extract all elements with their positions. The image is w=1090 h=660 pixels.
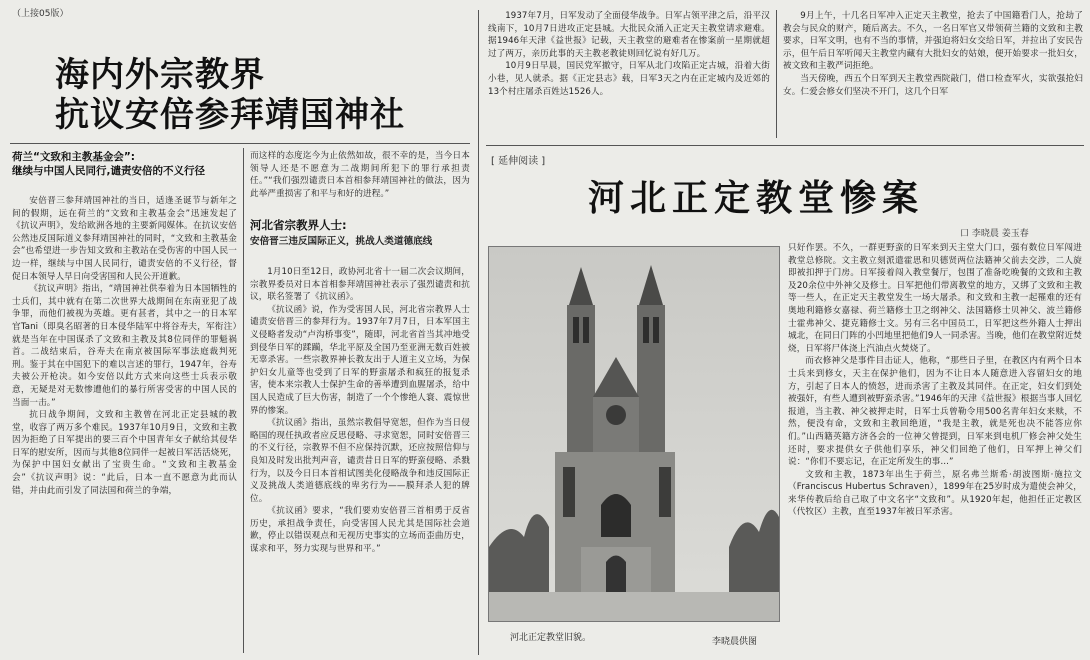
headline-line-2: 抗议安倍参拜靖国神社	[55, 95, 405, 135]
section1-subhead-2: 继续与中国人民同行,谴责安倍的不义行径	[12, 165, 205, 177]
church-photo-image	[489, 247, 779, 621]
feature-body	[788, 242, 1082, 654]
feature-paragraph: 只好作罢。不久，一群更野蛮的日军来到天主堂大门口，强有数位日军闯进教堂总修院。文主教立刻派遣霍思和贝德贤两位法籍神父前去交涉，二人旋即被扣押于门房。日军接着闯入教堂餐厅，包围了准备吃晚餐的文致和主教及20余位中外神父及修士。日军把他们带离教堂的地方，又绑了文致和主教等一些人，在正定天主教堂发生一场大屠杀。和文致和主教一起罹难的还有奥地利籍修女嘉禄、荷兰籍修士卫之纲神父、法国籍修士贝神父、波兰籍修士霍弗神父、捷克籍修士文。另有三名中国员工，日军把这些外籍人士押出城北，在同日门阵的小凹地里把他们9人一同杀害。当晚，他们在教堂附近焚烧，日军将尸体浇上汽油点火焚烧了。	[788, 243, 1082, 354]
section2-paragraph: 《抗议函》指出，虽然宗教倡导宽恕，但作为当日侵略国的现任执政者应反思侵略、寻求宽恕，同时安倍晋三的不义行径，宗教界不但不应保持沉默，还应按照信仰与良知及时发出批判声音，谴责昔日日军的野蛮侵略、杀戮行为，以及今日日本首相试图美化侵略战争和违反国际正义及挑战人类道德底线的卑劣行为——膜拜杀人犯的牌位。	[250, 418, 470, 504]
feature-paragraph: 而衣修神父是事件目击证人，他称，“那些日子里，在教区内有两个日本士兵来到修女，天主在保护他们，因为不让日本人随意进入容留妇女的地方，引起了日本人的愤怒，进而杀害了主教及其同伴。在正定，妇女们到处被强奸，有些人遭到被野蛮杀害。”1946年的天津《益世报》根据当事人回忆报道，当主教、神父被押走时，日军士兵曾勒令用500名青年妇女来赎，不然，便没有命，文致和主教回绝道，“我是主教，就是死也决不能答应你们。”山西籍英籍方济各会的一位神父曾提到，日军来到电机厂修会神父处生还时，要求提供女子供他们享乐，神父们回绝了他们，日军押上神父们说：“你们不要忘记，在正定所发生的事…”	[788, 356, 1082, 468]
history-paragraph: 10月9日早晨，国民党军撤守，日军从北门攻陷正定古城，沿着大街小巷，见人就杀。据《正定县志》载，日军3天之内在正定城内及近郊的13个村庄屠杀百姓达1526人。	[488, 61, 770, 97]
section2-body	[250, 266, 470, 654]
feature-top-rule	[486, 145, 1084, 146]
section2-paragraph: 《抗议函》说，作为受害国人民，河北省宗教界人士谴责安倍晋三的参拜行为。1937年7月7日，日本军国主义侵略者发动“卢沟桥事变”，随即，河北省首当其冲地受到侵华日军的蹂躏，华北平原及全国乃至亚洲无数百姓被无辜杀害。一些宗教界神长教友出于人道主义立场，为保护妇女儿童等也受到了日军的野蛮屠杀和疯狂的报复杀害，使本来宗教人士保护生命的善举遭到血腥屠杀，给中国人民造成了巨大伤害，制造了一个个惨绝人寰、震惊世界的惨案。	[250, 304, 470, 416]
section1-paragraph: 《抗议声明》指出，“靖国神社供奉着为日本国牺牲的士兵们，其中就有在第二次世界大战期间在东南亚犯了战争罪，而他们被视为英雄。更有甚者，其中之一的日本军官Tani（即臭名昭著的日本侵华陆军中将谷寿夫，军衔注）就是当年在中国谋杀了文致和主教及其8位同伴的罪魁祸首。二战结束后，谷寿夫在南京被国际军事法庭裁判死刑。鉴于其在中国犯下的难以言述的罪行，1947年，谷寿夫被公开枪决。如今安倍以此方式来向这些士兵表示敬意，无疑是对无数惨遭他们的暴行所害受害的中国人民的当面一击。”	[12, 284, 237, 408]
headline-line-1: 海内外宗教界	[55, 55, 265, 95]
column-divider	[776, 10, 777, 138]
continued-label: （上接05版）	[12, 9, 69, 19]
section2-subhead-1: 河北省宗教界人士:	[250, 218, 347, 232]
reading-tag: [ 延伸阅读 ]	[491, 156, 546, 167]
history-right-paragraph: 9月上午，十几名日军冲入正定天主教堂，抢去了中国籍看门人，抢劫了教会与民众的财产，随后离去。不久，一名日军官又带领荷兰籍的文致和主教要求，日军文明，也有不当的事情，并强迫将妇女交给日军，并拉出了安民告示，但午后日军听闻天主教堂内藏有大批妇女的姑娘，便开始要求一批妇女，被文致和主教严词拒绝。	[783, 11, 1083, 72]
history-right-body	[783, 10, 1083, 138]
section1-continued	[250, 150, 470, 202]
church-photo	[488, 246, 780, 622]
feature-title: 河北正定教堂惨案	[588, 177, 925, 219]
feature-author: 口 李晓晨 姜玉春	[960, 229, 1029, 239]
headline-rule	[10, 143, 470, 144]
section1-subhead-1: 荷兰“文致和主教基金会”:	[12, 151, 136, 163]
history-right-paragraph: 当天傍晚，西五个日军到天主教堂西院敲门，借口检查军火，实欲强抢妇女。仁爱会修女们坚决不开门，这几个日军	[783, 73, 1083, 97]
section2-paragraph: 1月10日至12日，政协河北省十一届二次会议期间，宗教界委员对日本首相参拜靖国神社表示了强烈谴责和抗议，联名签署了《抗议函》。	[250, 267, 470, 303]
section2-subhead-2: 安倍晋三违反国际正义，挑战人类道德底线	[250, 236, 433, 247]
section2-paragraph: 《抗议函》要求，“我们要劝安倍晋三首相勇于反省历史，承担战争责任，向受害国人民尤其是国际社会道歉，停止以错误观点和无视历史事实的立场而歪曲历史，谋求和平，努力实现与世界和平。”	[250, 506, 470, 555]
column-divider	[243, 148, 244, 653]
photo-caption: 河北正定教堂旧貌。	[510, 633, 592, 643]
section1-paragraph: 抗日战争期间，文致和主教曾在河北正定县城的教堂，收容了两万多个难民。1937年10月9日，文致和主教因为拒绝了日军提出的要三百个中国青年女子献给其侵华日军的慰安所，因而与其他8位同伴一起被日军活活烧死，为保护中国妇女献出了宝贵生命。“文致和主教基金会”《抗议声明》说：“此后，日本一直不愿意为此而认错，并由此而引发了同法国和荷兰的争端，	[12, 410, 237, 496]
feature-paragraph: 文致和主教，1873年出生于荷兰，原名弗兰斯希·胡波图斯·施拉文（Franciscus Hubertus Schraven），1899年在25岁时成为遣使会神父，来华传教后给自己取了中文名字“文致和”。从1920年起，他担任正定教区（代牧区）主教，直至1937年被日军杀害。	[788, 469, 1082, 518]
section1-body	[12, 195, 237, 653]
section1-paragraph-continued: 而这样的态度迄今为止依然如故，很不幸的是，当今日本领导人还是不愿意为二战期间所犯下的罪行承担责任。”“我们强烈谴责日本首相参拜靖国神社的做法，因为此举严重损害了和平与和好的进程。”	[250, 151, 470, 199]
photo-credit: 李晓晨供图	[712, 637, 758, 647]
history-paragraph: 1937年7月，日军发动了全面侵华战争。日军占领平津之后，沿平汉线南下，10月7日进攻正定县城。大批民众涌入正定天主教堂请求避难。据1946年天津《益世报》记载，天主教堂的避难者在惨案前一星期就超过了两万，亲历此事的天主教老教徒则回忆说有好几万。	[488, 11, 770, 59]
section-divider	[478, 10, 479, 655]
section1-paragraph: 安倍晋三参拜靖国神社的当日，适逢圣诞节与新年之间的假期，远在荷兰的“文致和主教基金会”迅速发起了《抗议声明》，发给欧洲各地的主要新闻媒体。在抗议安倍公然违反国际道义参拜靖国神社的同时，“文致和主教基金会”也希望进一步告知文致和主教站在受伤害的中国人民一边一样，继续与中国人民同行，谴责安倍的不义行径，督促日本领导人早日向受害国和人民公开道歉。	[12, 196, 237, 282]
history-body	[488, 10, 770, 145]
